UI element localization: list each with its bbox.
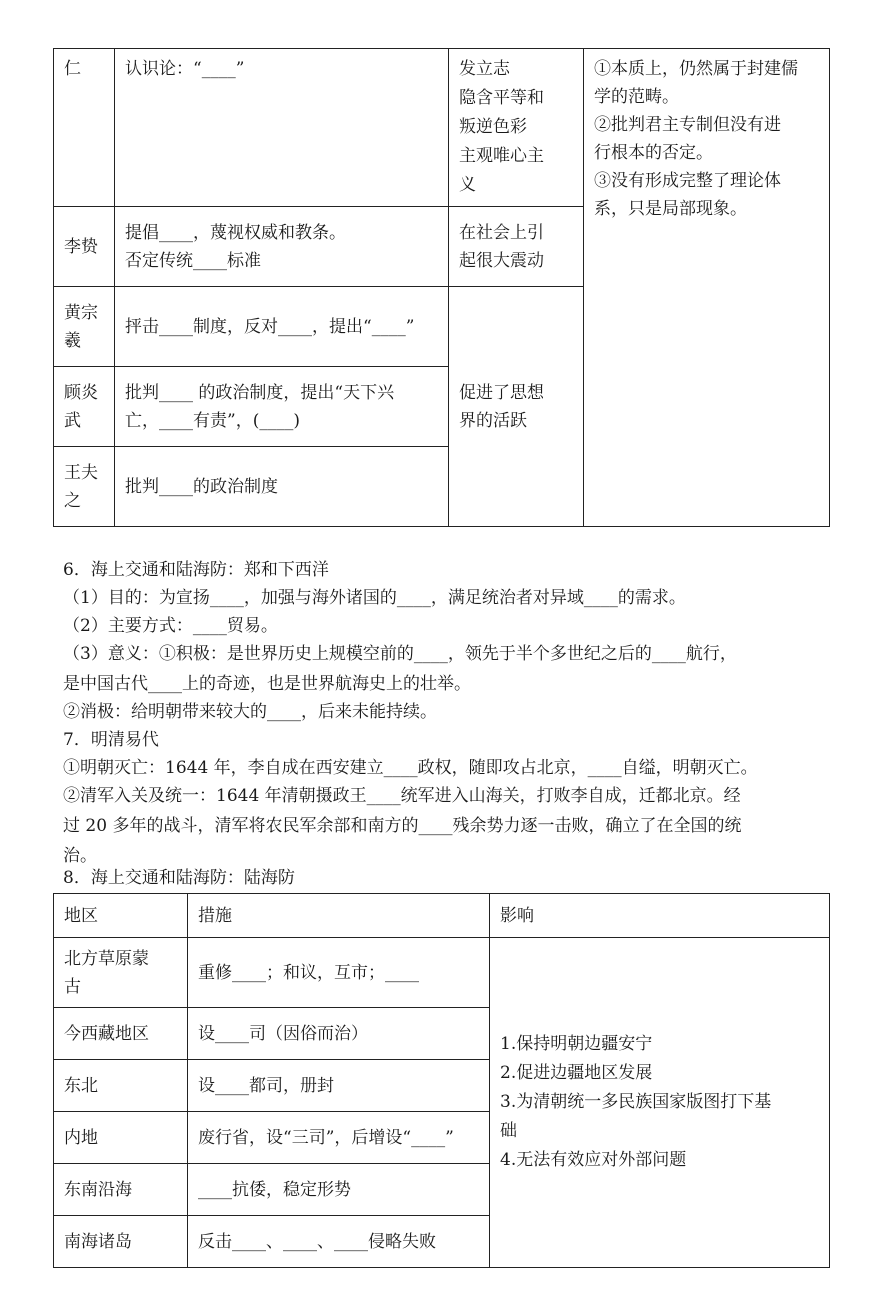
thinkers-table xyxy=(53,48,830,527)
thinker-name: 仁 xyxy=(54,49,115,207)
measure-cell: 设____都司，册封 xyxy=(188,1060,490,1112)
region-cell: 北方草原蒙 古 xyxy=(54,938,188,1008)
thinker-content: 批判____ 的政治制度，提出“天下兴 亡，____有责”，(____) xyxy=(115,367,449,447)
section-6-line: （1）目的：为宣扬____，加强与海外诸国的____，满足统治者对异域____的需求。 xyxy=(63,588,686,608)
section-6-line: （2）主要方式：____贸易。 xyxy=(63,616,278,636)
thinker-name: 顾炎 武 xyxy=(54,367,115,447)
region-cell: 内地 xyxy=(54,1112,188,1164)
thinker-content: 抨击____制度，反对____，提出“____” xyxy=(115,287,449,367)
defense-table xyxy=(53,893,830,1268)
section-7-heading: 7．明清易代 xyxy=(63,730,159,750)
section-6-heading: 6．海上交通和陆海防：郑和下西洋 xyxy=(63,560,329,580)
column-header: 地区 xyxy=(54,894,188,938)
region-cell: 东北 xyxy=(54,1060,188,1112)
thinker-name: 王夫 之 xyxy=(54,447,115,527)
thinker-evaluation: 在社会上引 起很大震动 xyxy=(449,207,584,287)
thinker-name: 黄宗 羲 xyxy=(54,287,115,367)
shared-evaluation: 促进了思想 界的活跃 xyxy=(449,287,584,527)
section-7-line: ②清军入关及统一：1644 年清朝摄政王____统军进入山海关，打败李自成，迁都北京。经 过 20 多年的战斗，清军将农民军余部和南方的____残余势力逐一击败，确立了在全国的统 治。 xyxy=(63,786,742,866)
impact-cell: 1.保持明朝边疆安宁 2.促进边疆地区发展 3.为清朝统一多民族国家版图打下基 础 4.无法有效应对外部问题 xyxy=(490,938,830,1268)
thinker-content: 认识论：“____” xyxy=(115,49,449,207)
measure-cell: ____抗倭，稳定形势 xyxy=(188,1164,490,1216)
section-7-line: ①明朝灭亡：1644 年，李自成在西安建立____政权，随即攻占北京，____自缢，明朝灭亡。 xyxy=(63,758,758,778)
thinker-content: 批判____的政治制度 xyxy=(115,447,449,527)
thinker-content: 提倡____，蔑视权威和教条。 否定传统____标准 xyxy=(115,207,449,287)
region-cell: 南海诸岛 xyxy=(54,1216,188,1268)
column-header: 措施 xyxy=(188,894,490,938)
thinker-evaluation: 发立志 隐含平等和 叛逆色彩 主观唯心主 义 xyxy=(449,49,584,207)
region-cell: 今西藏地区 xyxy=(54,1008,188,1060)
column-header: 影响 xyxy=(490,894,830,938)
measure-cell: 废行省，设“三司”，后增设“____” xyxy=(188,1112,490,1164)
thinker-name: 李贽 xyxy=(54,207,115,287)
measure-cell: 重修____；和议，互市；____ xyxy=(188,938,490,1008)
limitations-cell: ①本质上，仍然属于封建儒 学的范畴。 ②批判君主专制但没有进 行根本的否定。 ③没有形成完整了理论体 系，只是局部现象。 xyxy=(584,49,830,527)
measure-cell: 设____司（因俗而治） xyxy=(188,1008,490,1060)
section-6-line: （3）意义：①积极：是世界历史上规模空前的____，领先于半个多世纪之后的____航行， 是中国古代____上的奇迹，也是世界航海史上的壮举。 xyxy=(63,644,737,694)
section-8-heading: 8．海上交通和陆海防：陆海防 xyxy=(63,868,295,888)
measure-cell: 反击____、____、____侵略失败 xyxy=(188,1216,490,1268)
region-cell: 东南沿海 xyxy=(54,1164,188,1216)
section-6-line: ②消极：给明朝带来较大的____，后来未能持续。 xyxy=(63,702,437,722)
